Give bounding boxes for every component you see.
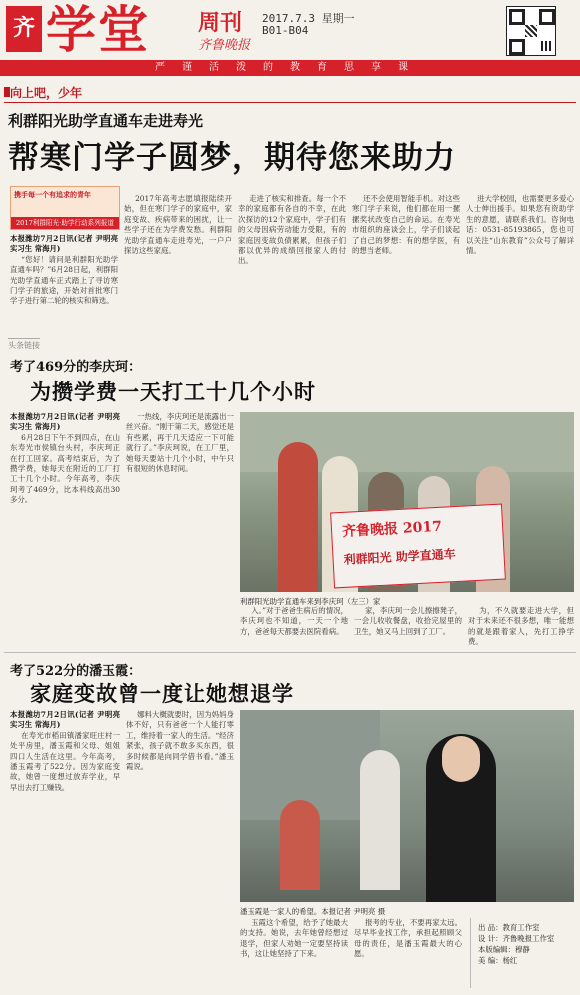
page-range: B01-B04 — [262, 24, 309, 37]
story1-headline: 为攒学费一天打工十几个小时 — [30, 380, 316, 404]
slogan-bar: 严谨活泼的教育思享课 — [0, 60, 580, 76]
credit-editor: 本版编辑：穆静 — [478, 945, 530, 954]
lead-kicker: 利群阳光助学直通车走进寿光 — [8, 112, 204, 130]
story1-col-2 — [126, 412, 234, 644]
story1-bottom-text-1: 入。”对于爸爸生病后的情况，李庆珂也不知道，一天一个地方，爸爸每天都要去医院看病。 — [240, 606, 348, 636]
lead-byline: 本报潍坊7月2日讯(记者 尹明亮 实习生 常海月) — [10, 234, 118, 254]
promo-box — [10, 186, 120, 230]
lead-col-3 — [238, 194, 346, 334]
paper-name: 齐鲁晚报 — [198, 38, 251, 53]
story1-byline: 本报潍坊7月2日讯(记者 尹明亮 实习生 常海月) — [10, 412, 120, 432]
section-rule — [4, 102, 576, 103]
promo-bottom-text: 2017利群阳光·助学行动系列报道 — [11, 217, 119, 229]
lead-col4-text: 还不会使用智能手机。对这些寒门学子来说，他们都在用一摞摞奖状改变自己的命运。在寿光市组织的座谈会上，学子们谈起了自己的梦想：有的想学医，有的想当老师。 — [352, 194, 460, 256]
story-divider — [4, 652, 576, 653]
lead-col1-text: “您好！请问是利群阳光助学直通车吗？”6月28日起，利群阳光助学直通车正式踏上了寻访寒门学子的旅途，开始对首批寒门学子进行第二轮的核实和筛选。 — [10, 254, 118, 306]
lead-col2-text: 2017年高考志愿填报陆续开始，但在寒门学子的家庭中，家庭变故、疾病带来的困扰，让一些学子还在为学费发愁。利群阳光助学直通车走进寿光，一户户探访这些家庭。 — [124, 194, 232, 256]
story1-photo — [240, 412, 574, 592]
issue-date: 2017.7.3 星期一 — [262, 12, 355, 25]
lead-headline: 帮寒门学子圆梦，期待您来助力 — [8, 140, 456, 176]
story2-photo — [240, 710, 574, 902]
lead-col-2 — [124, 194, 232, 334]
footer-divider — [470, 918, 471, 988]
section-label: 向上吧，少年 — [10, 86, 83, 100]
story1-col1-text: 6月28日下午不到四点，在山东寿光市侯镇台头村，李庆珂正在打工回家。高考结束后，为了攒学费，她每天在附近的工厂打工十几个小时。今年高考，李庆珂考了469分，比本科线高出30多分。 — [10, 432, 120, 505]
banner-subtitle: 利群阳光 助学直通车 — [343, 547, 457, 567]
masthead-subtitle: 周刊 — [198, 11, 243, 36]
banner — [330, 504, 506, 589]
story2-photo-caption: 潘玉霞是一家人的希望。本报记者 尹明亮 摄 — [240, 907, 386, 916]
newspaper-logo: 齐 — [6, 6, 42, 52]
credit-art: 美 编：杨红 — [478, 956, 518, 965]
story2-bottom-text-2: 报考的专业，不要再家太远。尽早毕业找工作，承担起照顾父母的责任，是潘玉霞最大的心愿。 — [354, 918, 462, 959]
story1-bottom-col-3 — [468, 606, 574, 646]
masthead-title: 学堂 — [46, 1, 150, 59]
story2-headline: 家庭变故曾一度让她想退学 — [30, 682, 294, 706]
banner-title: 齐鲁晚报 2017 — [341, 518, 443, 540]
footer-credits — [478, 922, 576, 966]
story2-bottom-col-2 — [354, 918, 462, 990]
story2-bottom-text-1: 玉霞这个希望，给予了她最大的支持。她说，去年她曾经想过退学，但家人劝她一定要坚持读书，这让她坚持了下来。 — [240, 918, 348, 959]
story2-col1-text: 在寿光市稻田镇潘家旺庄村一处平房里，潘玉霞和父母、姐姐四口人生活在这里。今年高考，潘玉霞考了522分。因为家庭变故，她曾一度想过放弃学业，早早出去打工赚钱。 — [10, 730, 120, 792]
story1-bottom-text-3: 为，不久就要走进大学，但对于未来还不很多想，唯一能想的就是跟着家人，先打工挣学费。 — [468, 606, 574, 646]
lead-col-1 — [10, 234, 118, 334]
lead-col5-text: 进大学校园，也需要更多爱心人士伸出援手。如果您有资助学生的意愿，请联系我们。咨询电话：0531-85193865，您也可以关注“山东教育”公众号了解详情。 — [466, 194, 574, 256]
section-tag: 头条链接 — [8, 338, 40, 351]
daughter-face — [442, 736, 480, 782]
story2-bottom-col-1 — [240, 918, 348, 990]
story2-col2-text: 娜料大概就要时，因为妈妈身体不好，只有爸爸一个人能打零工，维持着一家人的生活。“经济紧张，孩子就不敢多买东西，很多时候都是向同学借书看。”潘玉霞说。 — [126, 710, 234, 772]
story1-col2-text: 一热线，李庆珂还是流露出一丝兴奋。“刚干第二天，感觉还是有些累，再干几天适应一下可能就行了。”李庆珂说，在工厂里，她每天要站十几个小时，中午只有很短的休息时间。 — [126, 412, 234, 474]
qr-code-icon — [506, 6, 556, 56]
story1-bottom-col-1 — [240, 606, 348, 646]
story1-kicker: 考了469分的李庆珂： — [10, 360, 142, 375]
credit-producer: 出 品：教育工作室 — [478, 923, 540, 932]
lead-col-5 — [466, 194, 574, 334]
story2-byline: 本报潍坊7月2日讯(记者 尹明亮 实习生 常海月) — [10, 710, 120, 730]
story2-col-2 — [126, 710, 234, 990]
promo-top-text: 携手每一个有追求的青年 — [14, 190, 91, 199]
lead-col-4 — [352, 194, 460, 334]
story2-kicker: 考了522分的潘玉霞： — [10, 664, 142, 679]
credit-design: 设 计：齐鲁晚报工作室 — [478, 934, 555, 943]
person-1 — [278, 442, 318, 592]
story1-photo-caption: 利群阳光助学直通车来到李庆珂（左三）家 — [240, 597, 381, 606]
person-father — [360, 750, 400, 890]
story1-col-1 — [10, 412, 120, 644]
story1-bottom-col-2 — [354, 606, 462, 646]
lead-col3-text: 走进了核实和排查。每一个不幸的家庭都有各自的不幸，在此次探访的12个家庭中，学子们有的父母因病劳动能力受限，有的家庭因变故负债累累，但孩子们都以优异的成绩回报家人的付出。 — [238, 194, 346, 266]
story1-bottom-text-2: 家，李庆珂一会儿擦擦凳子，一会儿收收餐盘，收拾完屋里的卫生，她又马上回到了工厂。 — [354, 606, 462, 636]
person-mother — [280, 800, 320, 890]
story2-col-1 — [10, 710, 120, 990]
